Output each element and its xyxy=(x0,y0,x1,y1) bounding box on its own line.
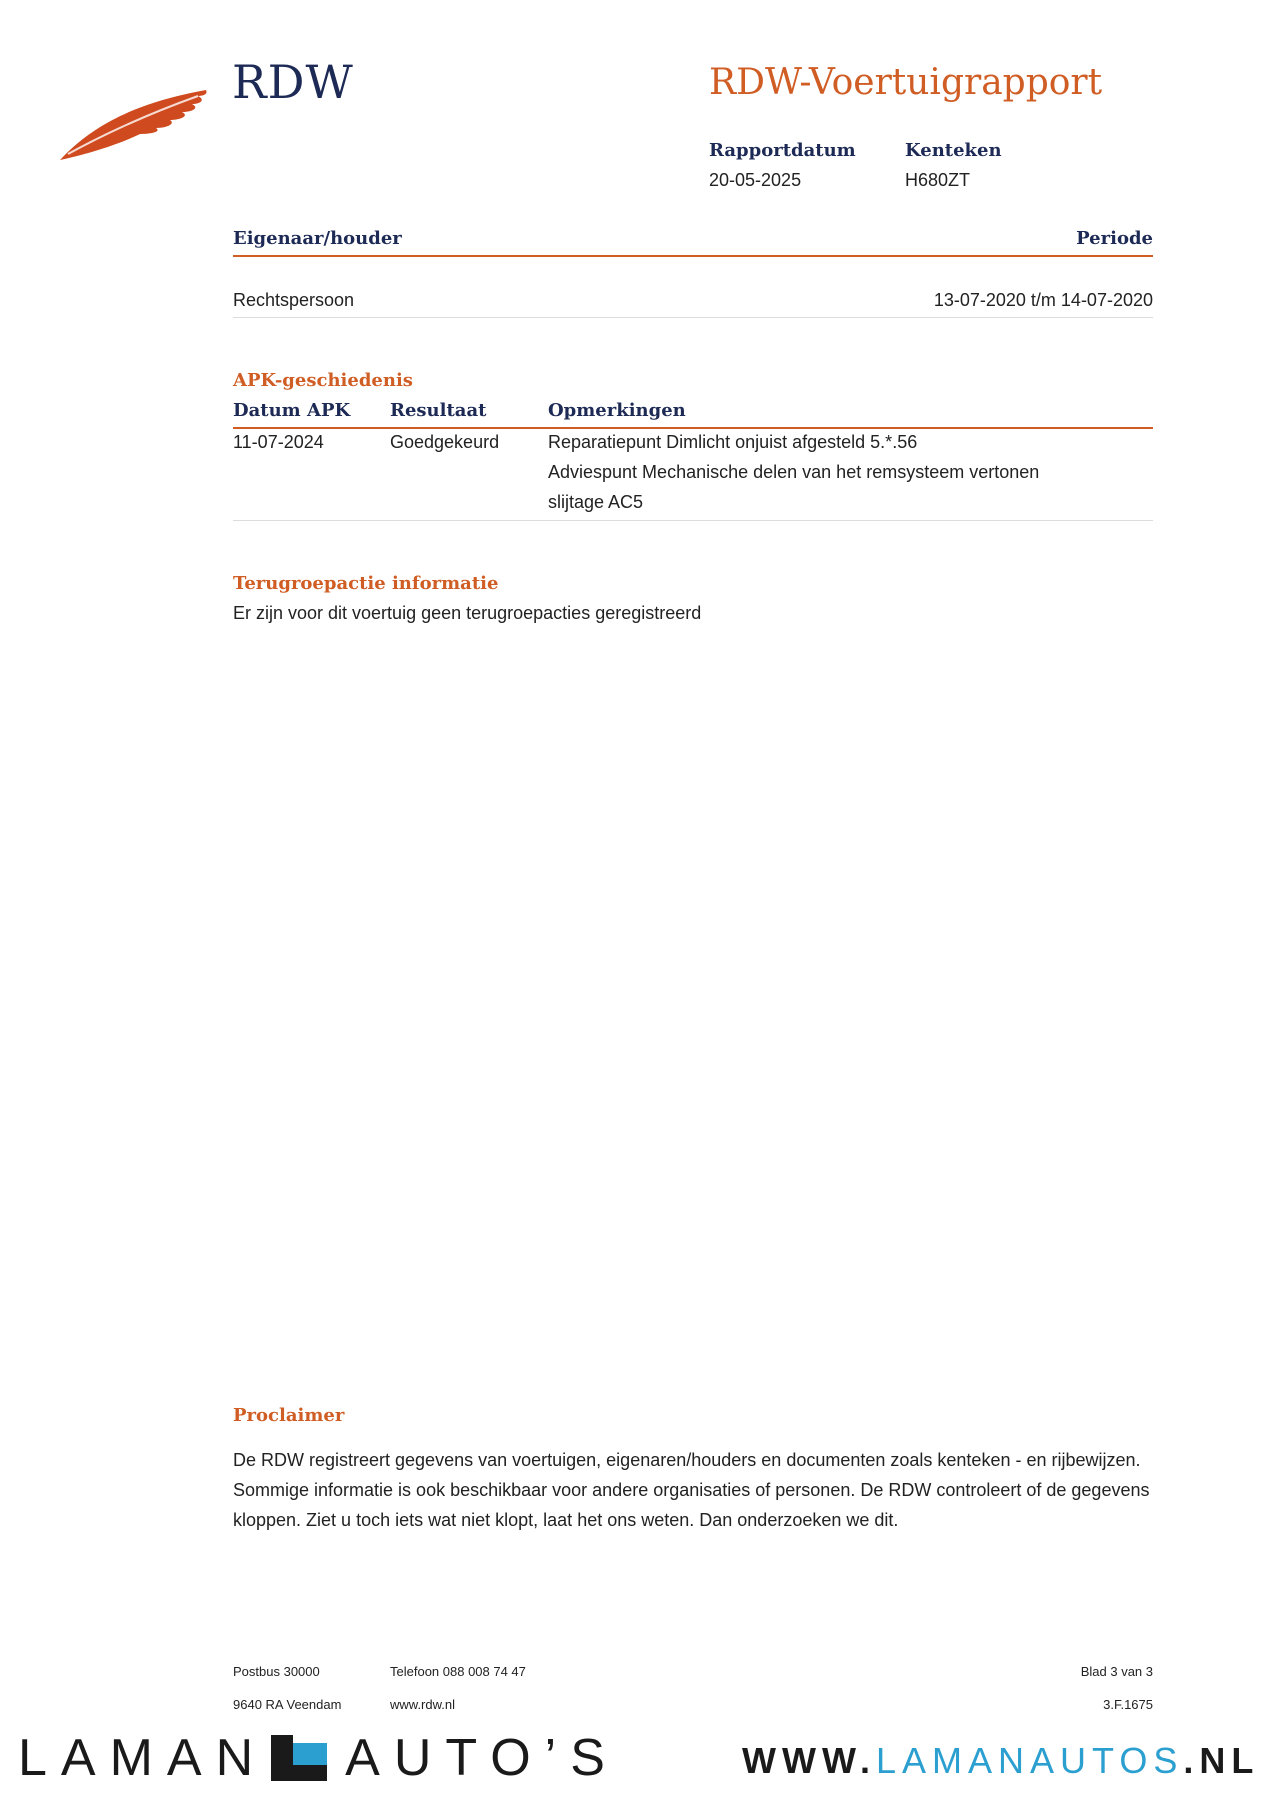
report-date-label: Rapportdatum xyxy=(709,140,856,161)
footer-page-number: Blad 3 van 3 xyxy=(1080,1664,1153,1679)
period-cell: 13-07-2020 t/m 14-07-2020 xyxy=(933,290,1153,310)
footer-address-line-2: 9640 RA Veendam xyxy=(233,1697,342,1712)
laman-autos-logo xyxy=(18,1728,619,1788)
website-suffix: .NL xyxy=(1183,1740,1260,1781)
apk-result-column-header: Resultaat xyxy=(390,400,487,421)
rdw-wordmark: RDW xyxy=(232,55,354,109)
apk-section-title: APK-geschiedenis xyxy=(233,370,413,391)
apk-date-cell: 11-07-2024 xyxy=(233,432,324,452)
report-title: RDW-Voertuigrapport xyxy=(709,62,1103,103)
brand-word-autos: AUTO’S xyxy=(345,1729,619,1787)
apk-remark-line: Reparatiepunt Dimlicht onjuist afgesteld 5.*.56 xyxy=(548,432,918,452)
period-column-header: Periode xyxy=(1076,228,1153,249)
plate-value: H680ZT xyxy=(905,170,971,190)
apk-remark-line: slijtage AC5 xyxy=(548,492,644,512)
divider xyxy=(233,317,1153,318)
brand-word-laman: LAMAN xyxy=(18,1729,268,1787)
apk-date-column-header: Datum APK xyxy=(233,400,351,421)
divider xyxy=(233,520,1153,521)
footer-code: 3.F.1675 xyxy=(1103,1697,1153,1712)
apk-remarks-column-header: Opmerkingen xyxy=(548,400,686,421)
owner-cell: Rechtspersoon xyxy=(233,290,355,310)
website-prefix: WWW. xyxy=(742,1740,876,1781)
recall-text: Er zijn voor dit voertuig geen terugroepacties geregistreerd xyxy=(233,603,702,623)
dealer-website xyxy=(742,1740,1259,1782)
footer-address: Postbus 30000 xyxy=(233,1664,320,1679)
disclaimer-text: De RDW registreert gegevens van voertuigen, eigenaren/houders en documenten zoals kenteken - en rijbewijzen. Sommige informatie is ook beschikbaar voor andere organisaties of personen. De RDW controleert of de gegevens kloppen. Ziet u toch iets wat niet klopt, laat het ons weten. Dan onderzoeken we dit. xyxy=(233,1450,1150,1530)
report-date-value: 20-05-2025 xyxy=(709,170,802,190)
plate-label: Kenteken xyxy=(905,140,1002,161)
owner-column-header: Eigenaar/houder xyxy=(233,228,402,249)
footer-web: www.rdw.nl xyxy=(390,1697,456,1712)
rdw-logo-icon xyxy=(58,82,213,162)
website-name: LAMANAUTOS xyxy=(875,1740,1184,1781)
disclaimer-title: Proclaimer xyxy=(233,1405,345,1426)
apk-result-cell: Goedgekeurd xyxy=(390,432,500,452)
brand-mark-icon xyxy=(271,1735,327,1781)
apk-remark-line: Adviespunt Mechanische delen van het remsysteem vertonen xyxy=(548,462,1040,482)
divider xyxy=(233,255,1153,257)
footer-phone: Telefoon 088 008 74 47 xyxy=(390,1664,526,1679)
recall-section-title: Terugroepactie informatie xyxy=(233,573,499,594)
